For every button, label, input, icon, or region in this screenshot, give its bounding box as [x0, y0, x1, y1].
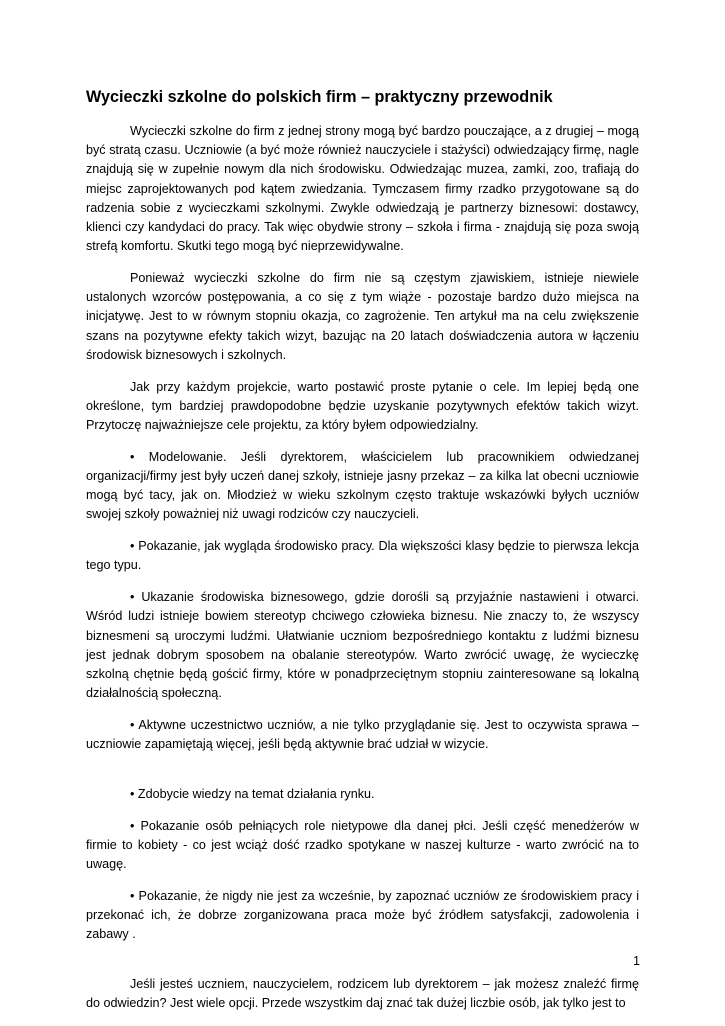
paragraph-intro: Wycieczki szkolne do firm z jednej strony mogą być bardzo pouczające, a z drugiej – mogą być stratą czasu. Uczniowie (a być może również nauczyciele i stażyści) odwiedzający firmę, nagle znajdują się w zupełnie nowym dla nich środowisku. Odwiedzając muzea, zamki, zoo, trafiają do miejsc zaprojektowanych pod kątem zwiedzania. Tymczasem firmy rzadko przygotowane są do radzenia sobie z wycieczkami szkolnymi. Zwykle odwiedzają je partnerzy biznesowi: dostawcy, klienci czy kandydaci do pracy. Tak więc obydwie strony – szkoła i firma - znajdują się poza swoją strefą komfortu. Skutki tego mogą być nieprzewidywalne. [86, 124, 639, 254]
bullet-market-knowledge: • Zdobycie wiedzy na temat działania rynku. [130, 787, 375, 802]
bullet-never-too-early: • Pokazanie, że nigdy nie jest za wcześnie, by zapoznać uczniów ze środowiskiem pracy i przekonać ich, że dobrze zorganizowana praca może być źródłem satysfakcji, zadowolenia i zabawy . [86, 889, 639, 942]
bullet-active-participation: • Aktywne uczestnictwo uczniów, a nie tylko przyglądanie się. Jest to oczywista sprawa – uczniowie zapamiętają więcej, jeśli będą aktywnie brać udział w wizycie. [86, 718, 639, 752]
spacer [86, 767, 639, 785]
page-number: 1 [632, 954, 640, 968]
paragraph-finding-company: Jeśli jesteś uczniem, nauczycielem, rodzicem lub dyrektorem – jak możesz znaleźć firmę do odwiedzin? Jest wiele opcji. Przede wszystkim daj znać tak dużej liczbie osób, jak tylko jest to [86, 977, 639, 1011]
paragraph-context: Ponieważ wycieczki szkolne do firm nie są częstym zjawiskiem, istnieje niewiele ustalonych wzorców postępowania, a co się z tym wiąże - pozostaje bardzo dużo miejsca na inicjatywę. Jest to w równym stopniu okazja, co zagrożenie. Ten artykuł ma na celu zwiększenie szans na pozytywne efekty takich wizyt, bazując na 20 latach doświadczenia autora w łączeniu środowisk biznesowych i szkolnych. [86, 271, 639, 362]
document-body [86, 122, 639, 1026]
page-title: Wycieczki szkolne do polskich firm – praktyczny przewodnik [86, 88, 553, 106]
bullet-work-environment: • Pokazanie, jak wygląda środowisko pracy. Dla większości klasy będzie to pierwsza lekcja tego typu. [86, 539, 639, 573]
bullet-gender-roles: • Pokazanie osób pełniących role nietypowe dla danej płci. Jeśli część menedżerów w firmie to kobiety - co jest wciąż dość rzadko spotykane w naszej kulturze - warto zwrócić na to uwagę. [86, 818, 639, 872]
bullet-business-environment: • Ukazanie środowiska biznesowego, gdzie dorośli są przyjaźnie nastawieni i otwarci. Wśród ludzi istnieje bowiem stereotyp chciwego człowieka biznesu. Nie znaczy to, że wszyscy biznesmeni są uroczymi ludźmi. Ułatwianie uczniom bezpośredniego kontaktu z ludźmi biznesu jest jednak dobrym sposobem na obalanie stereotypów. Warto zwrócić uwagę, że wycieczkę szkolną chętnie będą gościć firmy, które w ponadprzeciętnym stopniu zainteresowane są lokalną działalnością społeczną. [86, 590, 639, 701]
paragraph-goals: Jak przy każdym projekcie, warto postawić proste pytanie o cele. Im lepiej będą one określone, tym bardziej prawdopodobne będzie uzyskanie pozytywnych efektów takich wizyt. Przytoczę najważniejsze cele projektu, za który byłem odpowiedzialny. [86, 379, 639, 433]
bullet-modeling: • Modelowanie. Jeśli dyrektorem, właścicielem lub pracownikiem odwiedzanej organizacji/firmy jest były uczeń danej szkoły, istnieje jasny przekaz – za kilka lat obecni uczniowie mogą być tacy, jak on. Młodzież w wieku szkolnym często traktuje wskazówki byłych uczniów swojej szkoły poważniej niż uwagi rodziców czy nauczycieli. [86, 449, 639, 522]
spacer [86, 957, 639, 975]
